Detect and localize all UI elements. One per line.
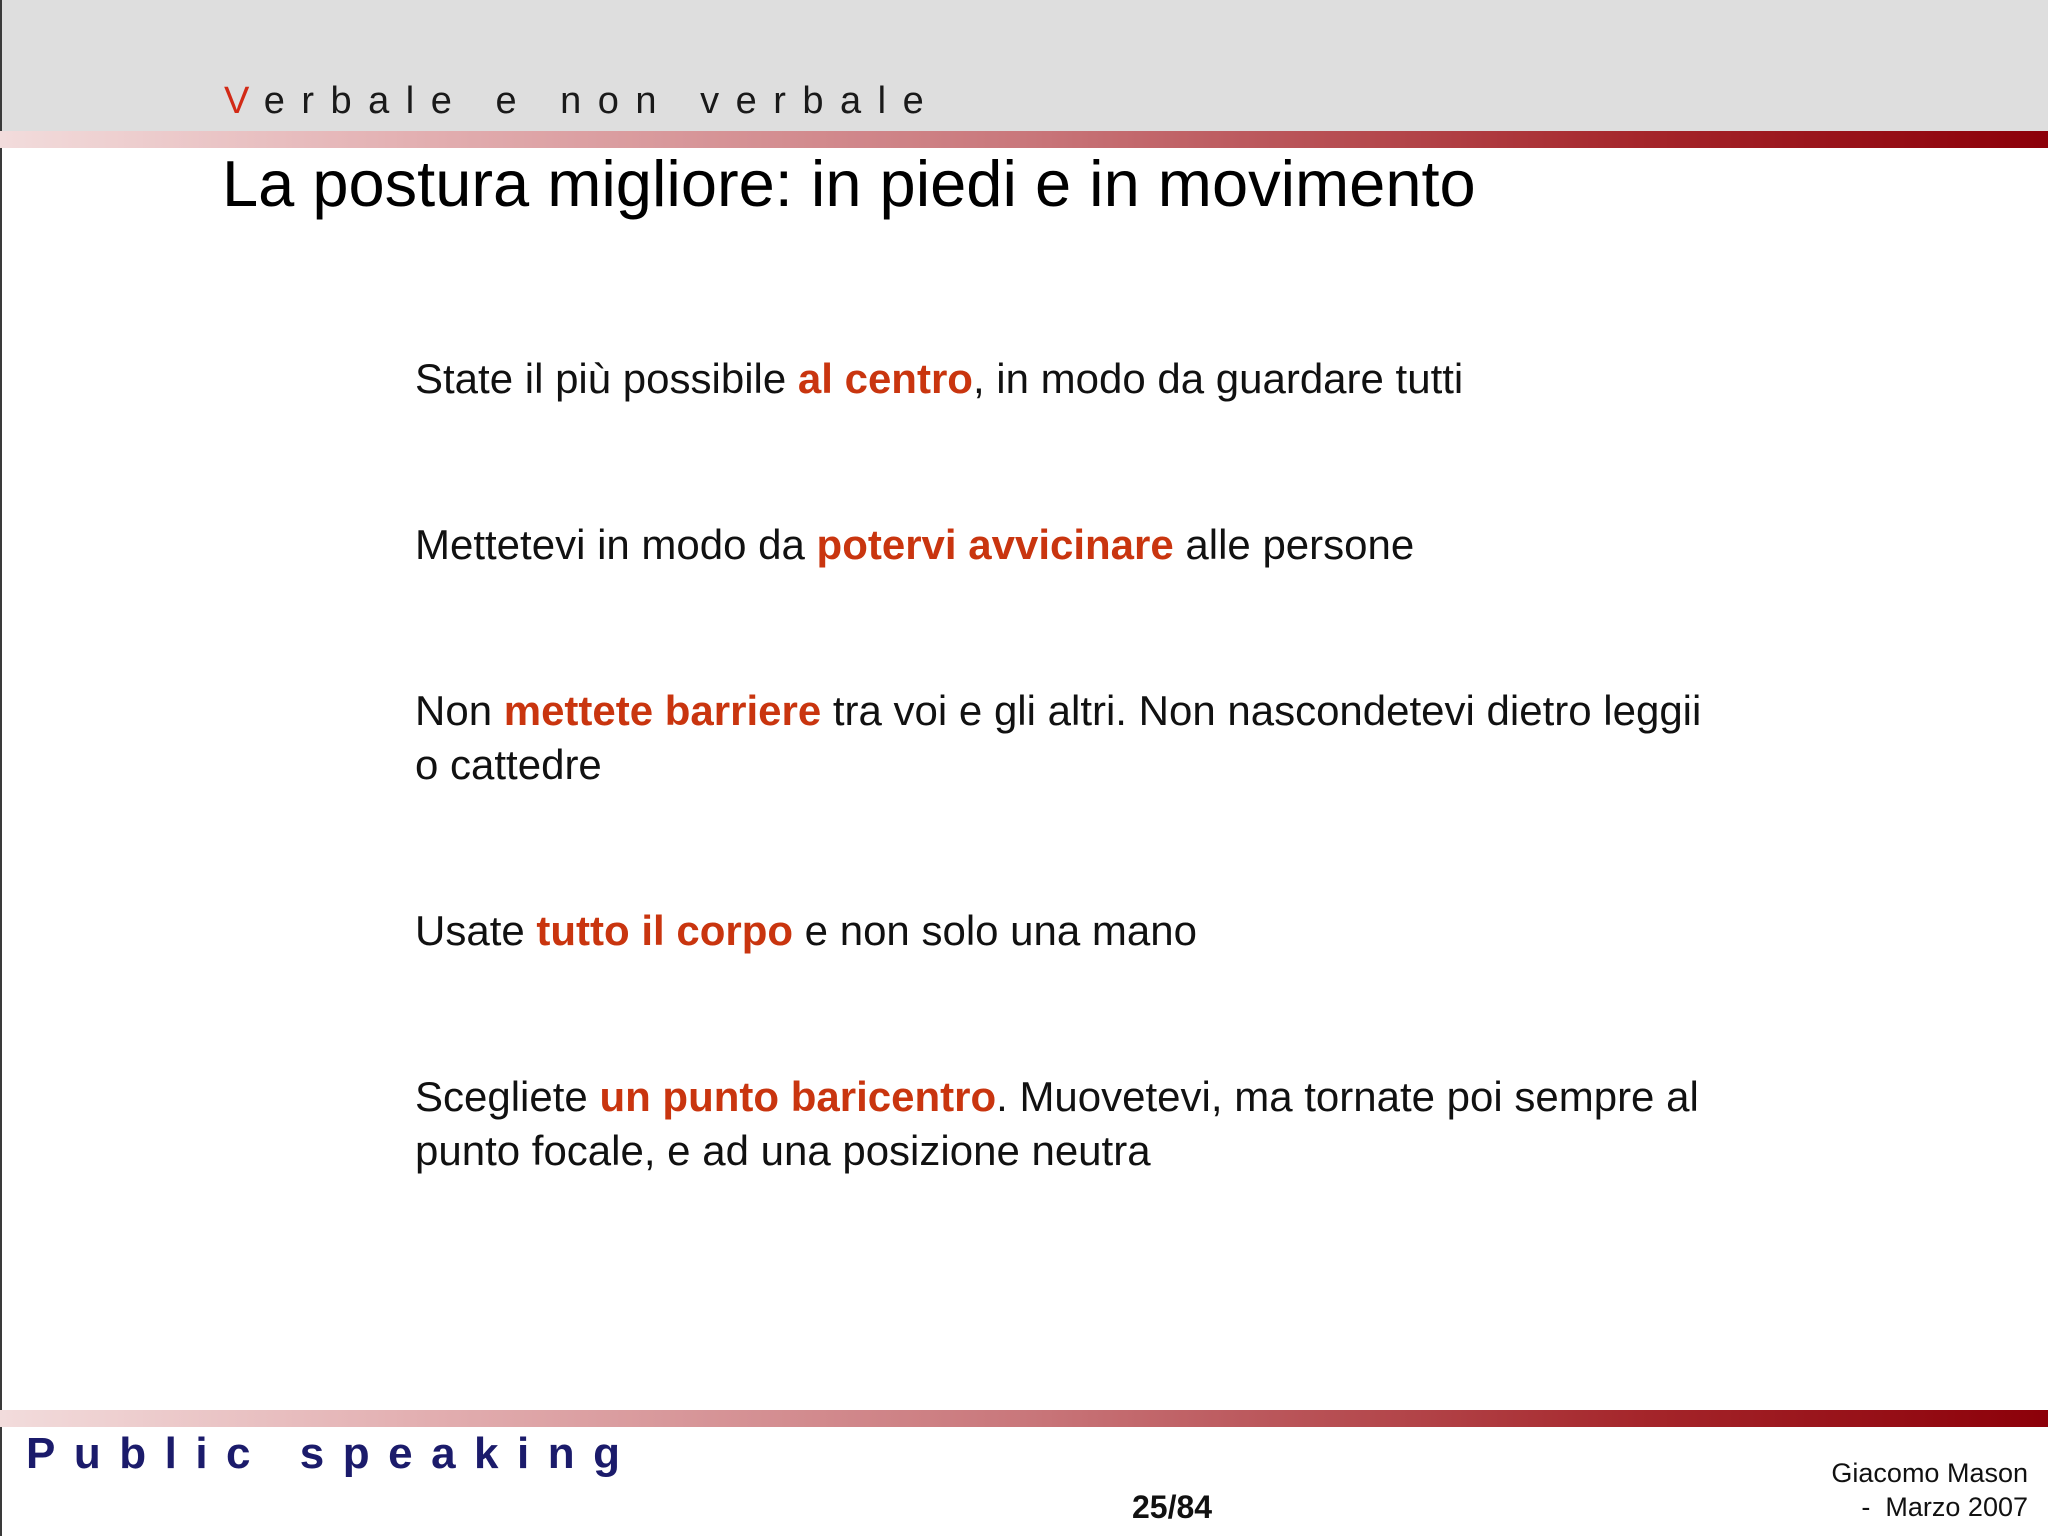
- bullet-highlight: un punto baricentro: [599, 1073, 997, 1120]
- presentation-date: - Marzo 2007: [1861, 1492, 2028, 1522]
- bullet-text: , in modo da guardare tutti: [972, 355, 1464, 402]
- page-number: 25/84: [1132, 1489, 1213, 1525]
- footer-title: Public speaking: [26, 1429, 639, 1478]
- footer-divider: [0, 1410, 2048, 1427]
- bullet-highlight: potervi avvicinare: [816, 521, 1174, 568]
- bullet-highlight: al centro: [797, 355, 973, 402]
- bullet-text: Scegliete: [415, 1073, 600, 1120]
- bullet-text: Non: [415, 687, 504, 734]
- bullet-item: [415, 1070, 1715, 1178]
- bullet-text: . Muovetevi, ma tornate poi sempre al punto focale, e ad una posizione neutra: [415, 1073, 1699, 1174]
- slide-title: La postura migliore: in piedi e in movimento: [222, 147, 1476, 220]
- author-block: [1831, 1456, 2028, 1524]
- bullet-highlight: tutto il corpo: [536, 907, 794, 954]
- bullet-text: e non solo una mano: [793, 907, 1197, 954]
- header-divider: [0, 131, 2048, 148]
- bullet-highlight: mettete barriere: [503, 687, 822, 734]
- section-title: [224, 82, 940, 120]
- section-title-rest: erbale e non verbale: [263, 80, 941, 122]
- section-title-initial: V: [224, 80, 264, 122]
- author-name: Giacomo Mason: [1831, 1458, 2028, 1488]
- bullet-text: Mettetevi in modo da: [415, 521, 817, 568]
- left-edge-line: [0, 0, 2, 1536]
- bullet-item: [415, 904, 1715, 958]
- bullet-text: State il più possibile: [415, 355, 798, 402]
- bullet-item: [415, 518, 1715, 572]
- bullet-text: Usate: [415, 907, 537, 954]
- bullet-item: [415, 684, 1715, 792]
- bullet-text: tra voi e gli altri. Non nascondetevi dietro leggii o cattedre: [415, 687, 1702, 788]
- bullet-text: alle persone: [1173, 521, 1415, 568]
- bullet-item: [415, 352, 1715, 406]
